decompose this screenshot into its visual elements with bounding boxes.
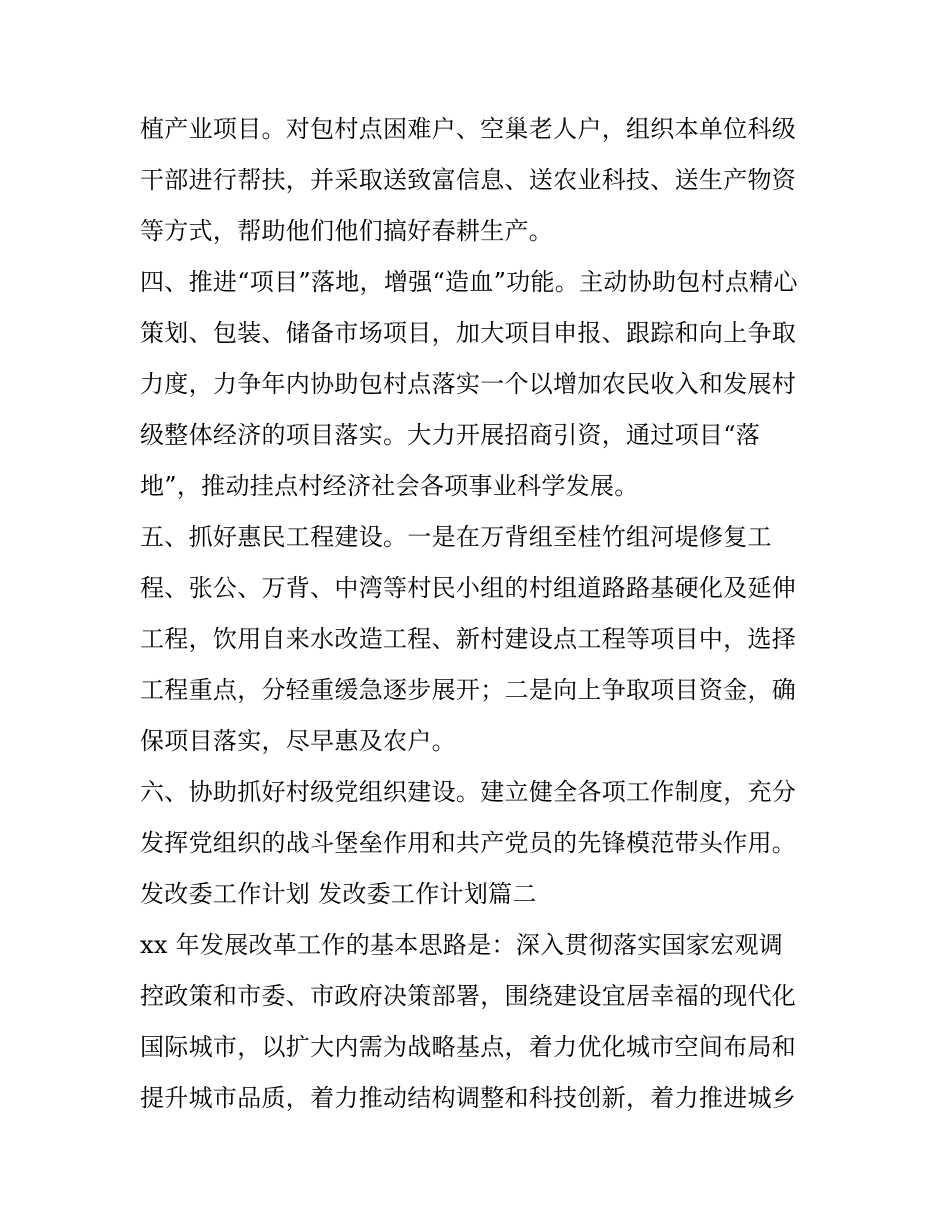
text-line: 保项目落实，尽早惠及农户。 — [140, 727, 456, 755]
text-line: 级整体经济的项目落实。大力开展招商引资，通过项目“落 — [140, 421, 761, 449]
text-line: 策划、包装、储备市场项目，加大项目申报、跟踪和向上争取 — [140, 319, 797, 347]
text-line: 干部进行帮扶，并采取送致富信息、送农业科技、送生产物资 — [140, 166, 797, 194]
text-line: 程、张公、万背、中湾等村民小组的村组道路路基硬化及延伸 — [140, 574, 797, 602]
text-line: 植产业项目。对包村点困难户、空巢老人户，组织本单位科级 — [140, 115, 797, 143]
text-line: xx 年发展改革工作的基本思路是：深入贯彻落实国家宏观调 — [140, 931, 784, 959]
document-title-line: 发改委工作计划 发改委工作计划篇二 — [140, 880, 537, 908]
text-line: 国际城市，以扩大内需为战略基点，着力优化城市空间布局和 — [140, 1033, 797, 1061]
document-body — [140, 104, 820, 1124]
text-line: 工程，饮用自来水改造工程、新村建设点工程等项目中，选择 — [140, 625, 797, 653]
text-line: 控政策和市委、市政府决策部署，围绕建设宜居幸福的现代化 — [140, 982, 797, 1010]
text-line: 提升城市品质，着力推动结构调整和科技创新，着力推进城乡 — [140, 1084, 797, 1112]
text-line: 力度，力争年内协助包村点落实一个以增加农民收入和发展村 — [140, 370, 797, 398]
section-heading-line: 四、推进“项目”落地，增强“造血”功能。主动协助包村点精心 — [140, 268, 798, 296]
text-line: 等方式，帮助他们他们搞好春耕生产。 — [140, 217, 554, 245]
section-heading-line: 五、抓好惠民工程建设。一是在万背组至桂竹组河堤修复工 — [140, 523, 772, 551]
text-line: 地”，推动挂点村经济社会各项事业科学发展。 — [140, 472, 639, 500]
text-line: 工程重点，分轻重缓急逐步展开；二是向上争取项目资金，确 — [140, 676, 797, 704]
text-line: 发挥党组织的战斗堡垒作用和共产党员的先锋模范带头作用。 — [140, 829, 797, 857]
section-heading-line: 六、协助抓好村级党组织建设。建立健全各项工作制度，充分 — [140, 778, 797, 806]
